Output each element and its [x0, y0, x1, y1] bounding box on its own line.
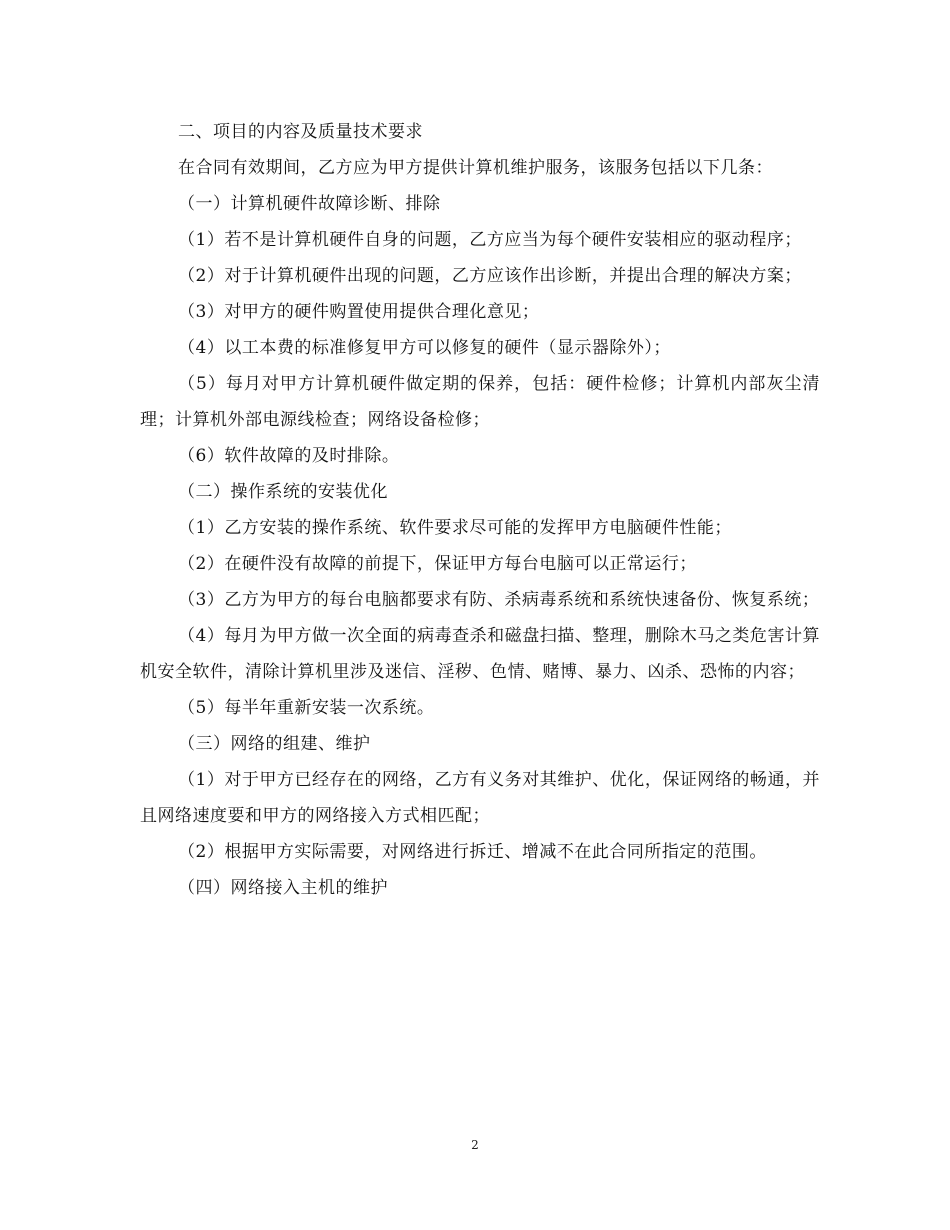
list-item: （6）软件故障的及时排除。	[178, 446, 400, 466]
list-item: （5）每月对甲方计算机硬件做定期的保养，包括：硬件检修；计算机内部灰尘清理；计算机外部电源线检查；网络设备检修；	[140, 374, 820, 430]
list-item: （1）乙方安装的操作系统、软件要求尽可能的发挥甲方电脑硬件性能；	[178, 518, 732, 538]
list-item: （2）在硬件没有故障的前提下，保证甲方每台电脑可以正常运行；	[178, 554, 697, 574]
subsection-heading: （二）操作系统的安装优化	[178, 482, 388, 502]
list-item: （4）以工本费的标准修复甲方可以修复的硬件（显示器除外）；	[178, 338, 671, 358]
list-item: （4）每月为甲方做一次全面的病毒查杀和磁盘扫描、整理，删除木马之类危害计算机安全软件，清除计算机里涉及迷信、淫秽、色情、赌博、暴力、凶杀、恐怖的内容；	[140, 626, 820, 682]
list-item: （3）乙方为甲方的每台电脑都要求有防、杀病毒系统和系统快速备份、恢复系统；	[178, 590, 820, 610]
list-item: （5）每半年重新安装一次系统。	[178, 698, 435, 718]
list-item: （2）对于计算机硬件出现的问题，乙方应该作出诊断，并提出合理的解决方案；	[178, 266, 802, 286]
list-item: （3）对甲方的硬件购置使用提供合理化意见；	[178, 302, 540, 322]
document-body	[140, 114, 820, 906]
section-heading: 二、项目的内容及质量技术要求	[178, 122, 423, 142]
subsection-heading: （一）计算机硬件故障诊断、排除	[178, 194, 441, 214]
subsection-heading: （三）网络的组建、维护	[178, 734, 371, 754]
list-item: （2）根据甲方实际需要，对网络进行拆迁、增减不在此合同所指定的范围。	[178, 842, 767, 862]
list-item: （1）对于甲方已经存在的网络，乙方有义务对其维护、优化，保证网络的畅通，并且网络速度要和甲方的网络接入方式相匹配；	[140, 770, 820, 826]
paragraph: 在合同有效期间，乙方应为甲方提供计算机维护服务，该服务包括以下几条：	[178, 158, 773, 178]
list-item: （1）若不是计算机硬件自身的问题，乙方应当为每个硬件安装相应的驱动程序；	[178, 230, 802, 250]
subsection-heading: （四）网络接入主机的维护	[178, 878, 388, 898]
page-number: 2	[471, 1138, 479, 1152]
